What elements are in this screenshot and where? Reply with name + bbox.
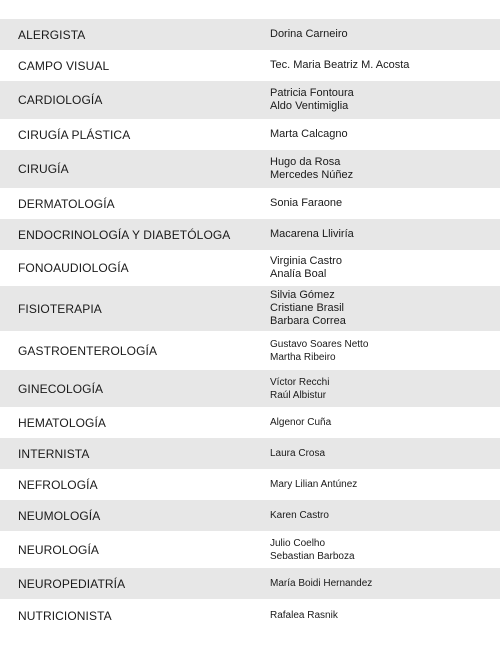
specialty-label: NUTRICIONISTA	[18, 608, 112, 623]
specialty-label: CAMPO VISUAL	[18, 58, 110, 73]
doctor-name: Patricia Fontoura	[270, 87, 354, 99]
doctor-name: Sonia Faraone	[270, 197, 343, 209]
specialty-label: FONOAUDIOLOGÍA	[18, 261, 129, 275]
doctor-name: Raúl Albistur	[270, 389, 327, 401]
doctor-name: Aldo Ventimiglia	[270, 100, 349, 112]
specialty-label: CIRUGÍA	[18, 162, 69, 176]
table-row	[0, 407, 500, 438]
doctor-names	[252, 537, 500, 563]
specialty-label: FISIOTERAPIA	[18, 301, 102, 316]
table-row	[0, 568, 500, 599]
doctor-names	[252, 447, 500, 460]
table-row	[0, 119, 500, 150]
doctor-name: María Boidi Hernandez	[270, 578, 373, 589]
doctor-names	[252, 197, 500, 210]
table-row	[0, 50, 500, 81]
specialty-label: GASTROENTEROLOGÍA	[18, 343, 158, 358]
specialty-label: HEMATOLOGÍA	[18, 415, 107, 430]
table-row	[0, 286, 500, 331]
table-row	[0, 469, 500, 500]
doctor-names	[252, 478, 500, 491]
doctor-name: Rafalea Rasnik	[270, 610, 338, 621]
table-row	[0, 19, 500, 50]
specialty-label: ALERGISTA	[18, 27, 86, 42]
doctor-names	[252, 509, 500, 522]
doctor-name: Cristiane Brasil	[270, 302, 344, 314]
specialist-directory-table	[0, 19, 500, 632]
specialty-label: DERMATOLOGÍA	[18, 196, 115, 211]
specialty-label: ENDOCRINOLOGÍA Y DIABETÓLOGA	[18, 227, 231, 242]
doctor-name: Analía Boal	[270, 268, 327, 280]
doctor-names	[252, 87, 500, 113]
doctor-names	[252, 376, 500, 402]
doctor-name: Mercedes Núñez	[270, 169, 354, 181]
doctor-names	[252, 59, 500, 72]
specialty-label: NEFROLOGÍA	[18, 477, 98, 492]
doctor-names	[252, 577, 500, 590]
table-row	[0, 219, 500, 250]
doctor-names	[252, 156, 500, 182]
doctor-names	[252, 289, 500, 328]
doctor-names	[252, 338, 500, 364]
doctor-names	[252, 255, 500, 281]
doctor-name: Mary Lilian Antúnez	[270, 479, 358, 490]
specialty-label: INTERNISTA	[18, 446, 90, 461]
doctor-name: Dorina Carneiro	[270, 28, 348, 40]
doctor-names	[252, 416, 500, 429]
doctor-name: Tec. Maria Beatriz M. Acosta	[270, 59, 410, 71]
specialty-label: GINECOLOGÍA	[18, 381, 104, 396]
doctor-name: Silvia Gómez	[270, 289, 335, 301]
table-row	[0, 438, 500, 469]
specialty-label: CARDIOLOGÍA	[18, 93, 103, 107]
doctor-name: Marta Calcagno	[270, 128, 348, 140]
doctor-name: Algenor Cuña	[270, 417, 332, 428]
doctor-names	[252, 609, 500, 622]
table-row	[0, 150, 500, 188]
doctor-name: Hugo da Rosa	[270, 156, 341, 168]
specialty-label: NEUROLOGÍA	[18, 542, 100, 557]
table-row	[0, 331, 500, 370]
doctor-name: Laura Crosa	[270, 448, 326, 459]
doctor-name: Macarena Lliviría	[270, 228, 354, 240]
doctor-name: Barbara Correa	[270, 315, 346, 327]
table-row	[0, 531, 500, 568]
table-row	[0, 250, 500, 286]
table-row	[0, 81, 500, 119]
doctor-names	[252, 228, 500, 241]
specialty-label: CIRUGÍA PLÁSTICA	[18, 127, 131, 142]
doctor-name: Sebastian Barboza	[270, 550, 355, 562]
doctor-names	[252, 28, 500, 41]
doctor-name: Julio Coelho	[270, 537, 326, 549]
doctor-name: Gustavo Soares Netto	[270, 338, 369, 350]
specialty-label: NEUROPEDIATRÍA	[18, 576, 126, 591]
doctor-names	[252, 128, 500, 141]
table-row	[0, 599, 500, 632]
table-row	[0, 188, 500, 219]
doctor-name: Karen Castro	[270, 510, 329, 521]
table-row	[0, 500, 500, 531]
specialty-label: NEUMOLOGÍA	[18, 508, 101, 523]
doctor-name: Virginia Castro	[270, 255, 342, 267]
doctor-name: Martha Ribeiro	[270, 351, 336, 363]
table-row	[0, 370, 500, 407]
doctor-name: Víctor Recchi	[270, 376, 330, 388]
